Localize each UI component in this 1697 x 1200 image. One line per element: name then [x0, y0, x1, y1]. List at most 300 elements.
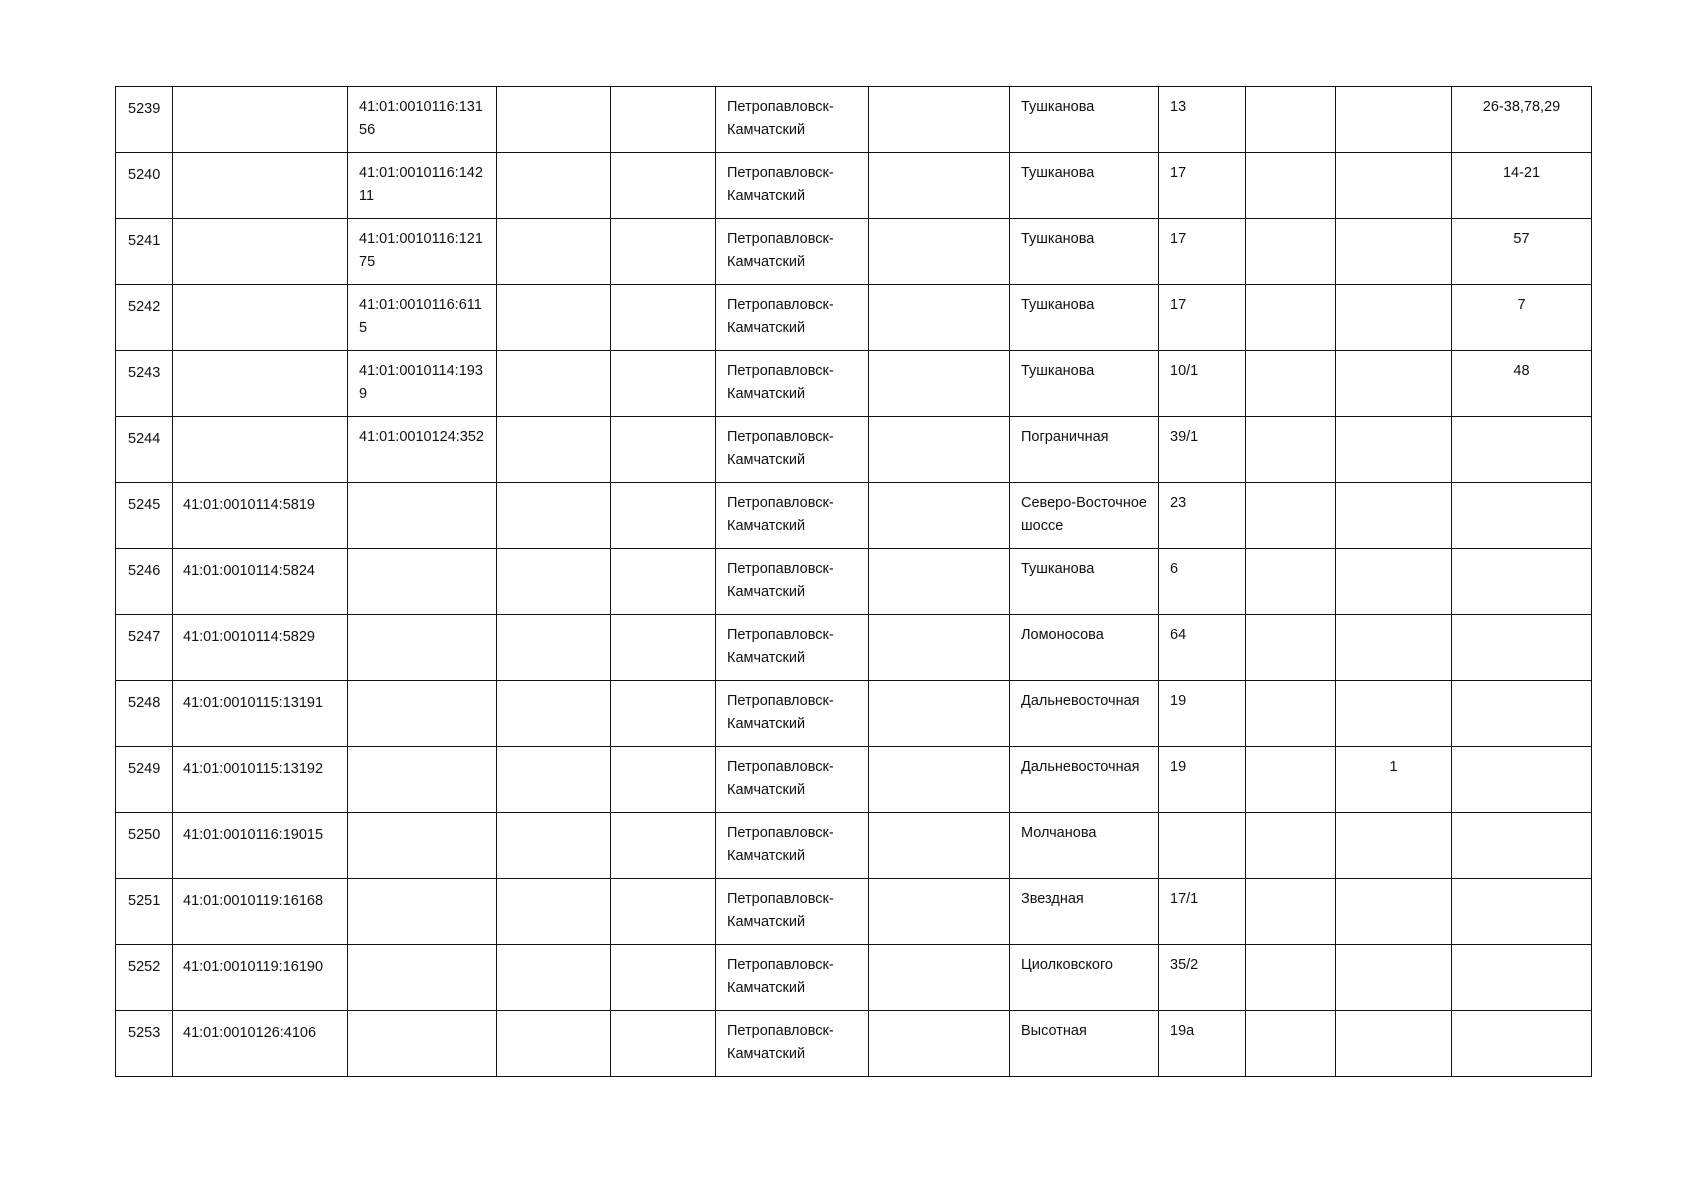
cadastral-number-cell-text: [173, 417, 347, 427]
row-number-cell: [116, 879, 173, 945]
building-cadastral-cell: [348, 879, 497, 945]
house-number-cell: [1159, 87, 1246, 153]
building-cell-text: [1336, 615, 1451, 624]
row-number-cell-text: 5244: [128, 431, 161, 447]
empty-cell-text: [869, 351, 1009, 360]
empty-cell-text: [497, 813, 610, 822]
apartment-cell-text: [1452, 681, 1591, 690]
house-number-cell-text: 17: [1170, 297, 1187, 313]
apartment-cell: [1452, 153, 1592, 219]
registry-table: [115, 86, 1592, 1077]
street-cell-text: Циолковского: [1021, 957, 1113, 973]
building-cadastral-cell-text: 41:01:0010116:12175: [359, 231, 483, 270]
building-cadastral-cell: [348, 483, 497, 549]
empty-cell: [497, 681, 611, 747]
empty-cell: [1246, 945, 1336, 1011]
empty-cell: [869, 483, 1010, 549]
cadastral-number-cell-text: 41:01:0010126:4106: [183, 1025, 317, 1041]
street-cell-text: Тушканова: [1021, 297, 1095, 313]
city-cell-text: Петропавловск-Камчатский: [727, 759, 834, 798]
city-cell: [716, 417, 869, 483]
empty-cell: [497, 219, 611, 285]
empty-cell-text: [611, 285, 715, 294]
empty-cell: [869, 549, 1010, 615]
empty-cell-text: [611, 945, 715, 954]
street-cell-text: Высотная: [1021, 1023, 1087, 1039]
empty-cell: [611, 417, 716, 483]
city-cell-text: Петропавловск-Камчатский: [727, 165, 834, 204]
empty-cell: [869, 615, 1010, 681]
cadastral-number-cell: [173, 351, 348, 417]
city-cell: [716, 351, 869, 417]
building-cell-text: [1336, 87, 1451, 96]
building-cadastral-cell: [348, 351, 497, 417]
street-cell-text: Тушканова: [1021, 165, 1095, 181]
building-cell: [1336, 945, 1452, 1011]
building-cadastral-cell: [348, 153, 497, 219]
empty-cell: [869, 945, 1010, 1011]
empty-cell: [611, 351, 716, 417]
building-cell: [1336, 219, 1452, 285]
house-number-cell-text: 13: [1170, 99, 1187, 115]
city-cell-text: Петропавловск-Камчатский: [727, 957, 834, 996]
empty-cell-text: [497, 153, 610, 162]
building-cadastral-cell-text: [348, 1011, 496, 1020]
empty-cell-text: [869, 879, 1009, 888]
building-cell-text: [1336, 945, 1451, 954]
row-number-cell-text: 5241: [128, 233, 161, 249]
empty-cell-text: [497, 483, 610, 492]
street-cell: [1010, 747, 1159, 813]
cadastral-number-cell: [173, 945, 348, 1011]
empty-cell: [1246, 813, 1336, 879]
apartment-cell: [1452, 417, 1592, 483]
empty-cell: [1246, 549, 1336, 615]
apartment-cell: [1452, 549, 1592, 615]
empty-cell-text: [869, 615, 1009, 624]
cadastral-number-cell: [173, 615, 348, 681]
empty-cell-text: [869, 87, 1009, 96]
empty-cell-text: [497, 1011, 610, 1020]
street-cell: [1010, 945, 1159, 1011]
apartment-cell: [1452, 681, 1592, 747]
building-cell-text: [1336, 549, 1451, 558]
building-cadastral-cell-text: 41:01:0010124:352: [359, 429, 484, 445]
empty-cell: [869, 219, 1010, 285]
building-cadastral-cell: [348, 681, 497, 747]
building-cadastral-cell: [348, 285, 497, 351]
cadastral-number-cell-text: 41:01:0010119:16168: [183, 893, 324, 909]
city-cell: [716, 813, 869, 879]
house-number-cell-text: 6: [1170, 561, 1179, 577]
empty-cell-text: [497, 945, 610, 954]
empty-cell: [1246, 615, 1336, 681]
row-number-cell: [116, 615, 173, 681]
building-cadastral-cell-text: [348, 945, 496, 954]
table-row: [116, 351, 1592, 417]
empty-cell-text: [1246, 351, 1335, 360]
building-cell: [1336, 747, 1452, 813]
building-cadastral-cell-text: [348, 483, 496, 492]
empty-cell: [497, 483, 611, 549]
empty-cell: [869, 153, 1010, 219]
building-cell-text: [1336, 417, 1451, 426]
row-number-cell: [116, 351, 173, 417]
building-cell: [1336, 681, 1452, 747]
building-cell-text: [1336, 681, 1451, 690]
apartment-cell-text: 48: [1513, 363, 1530, 379]
street-cell: [1010, 615, 1159, 681]
empty-cell: [497, 153, 611, 219]
apartment-cell: [1452, 219, 1592, 285]
house-number-cell-text: 17: [1170, 165, 1187, 181]
empty-cell-text: [611, 417, 715, 426]
table-row: [116, 813, 1592, 879]
house-number-cell: [1159, 549, 1246, 615]
empty-cell-text: [497, 681, 610, 690]
table-row: [116, 417, 1592, 483]
cadastral-number-cell-text: 41:01:0010116:19015: [183, 827, 324, 843]
empty-cell: [1246, 879, 1336, 945]
building-cell: [1336, 615, 1452, 681]
empty-cell-text: [611, 1011, 715, 1020]
house-number-cell-text: 19а: [1170, 1023, 1195, 1039]
house-number-cell-text: 19: [1170, 759, 1187, 775]
empty-cell: [497, 1011, 611, 1077]
city-cell-text: Петропавловск-Камчатский: [727, 627, 834, 666]
apartment-cell-text: [1452, 879, 1591, 888]
city-cell-text: Петропавловск-Камчатский: [727, 891, 834, 930]
street-cell-text: Звездная: [1021, 891, 1084, 907]
cadastral-number-cell-text: 41:01:0010115:13192: [183, 761, 324, 777]
building-cell: [1336, 417, 1452, 483]
empty-cell-text: [611, 747, 715, 756]
building-cadastral-cell-text: 41:01:0010116:13156: [359, 99, 483, 138]
apartment-cell: [1452, 87, 1592, 153]
apartment-cell: [1452, 351, 1592, 417]
apartment-cell: [1452, 483, 1592, 549]
row-number-cell-text: 5245: [128, 497, 161, 513]
house-number-cell: [1159, 681, 1246, 747]
cadastral-number-cell: [173, 747, 348, 813]
empty-cell-text: [869, 285, 1009, 294]
empty-cell-text: [869, 219, 1009, 228]
row-number-cell: [116, 153, 173, 219]
cadastral-number-cell-text: [173, 219, 347, 229]
building-cell: [1336, 879, 1452, 945]
building-cadastral-cell: [348, 945, 497, 1011]
apartment-cell-text: [1452, 813, 1591, 822]
city-cell-text: Петропавловск-Камчатский: [727, 693, 834, 732]
empty-cell-text: [497, 879, 610, 888]
empty-cell-text: [869, 813, 1009, 822]
city-cell: [716, 549, 869, 615]
city-cell-text: Петропавловск-Камчатский: [727, 99, 834, 138]
street-cell: [1010, 219, 1159, 285]
building-cadastral-cell: [348, 549, 497, 615]
apartment-cell: [1452, 1011, 1592, 1077]
street-cell: [1010, 87, 1159, 153]
cadastral-number-cell: [173, 483, 348, 549]
empty-cell: [1246, 285, 1336, 351]
table-row: [116, 681, 1592, 747]
empty-cell: [497, 351, 611, 417]
city-cell: [716, 219, 869, 285]
empty-cell: [611, 87, 716, 153]
house-number-cell-text: 39/1: [1170, 429, 1199, 445]
table-row: [116, 1011, 1592, 1077]
empty-cell-text: [1246, 483, 1335, 492]
table-row: [116, 219, 1592, 285]
building-cell-text: [1336, 219, 1451, 228]
empty-cell-text: [497, 219, 610, 228]
house-number-cell: [1159, 879, 1246, 945]
table-row: [116, 747, 1592, 813]
house-number-cell: [1159, 747, 1246, 813]
empty-cell: [1246, 153, 1336, 219]
street-cell: [1010, 681, 1159, 747]
table-row: [116, 549, 1592, 615]
empty-cell: [497, 813, 611, 879]
empty-cell: [611, 615, 716, 681]
table-row: [116, 879, 1592, 945]
row-number-cell-text: 5252: [128, 959, 161, 975]
building-cell-text: [1336, 483, 1451, 492]
empty-cell: [869, 417, 1010, 483]
city-cell: [716, 681, 869, 747]
row-number-cell: [116, 747, 173, 813]
empty-cell-text: [1246, 219, 1335, 228]
building-cell: [1336, 87, 1452, 153]
cadastral-number-cell-text: 41:01:0010119:16190: [183, 959, 324, 975]
empty-cell-text: [869, 417, 1009, 426]
table-row: [116, 87, 1592, 153]
row-number-cell-text: 5239: [128, 101, 161, 117]
city-cell: [716, 87, 869, 153]
building-cadastral-cell-text: [348, 549, 496, 558]
empty-cell-text: [497, 285, 610, 294]
street-cell-text: Дальневосточная: [1021, 693, 1140, 709]
empty-cell: [497, 285, 611, 351]
empty-cell-text: [611, 549, 715, 558]
row-number-cell: [116, 1011, 173, 1077]
row-number-cell: [116, 681, 173, 747]
row-number-cell: [116, 945, 173, 1011]
building-cadastral-cell: [348, 747, 497, 813]
apartment-cell: [1452, 285, 1592, 351]
street-cell: [1010, 483, 1159, 549]
building-cell-text: 1: [1389, 759, 1398, 775]
empty-cell-text: [611, 879, 715, 888]
apartment-cell-text: [1452, 549, 1591, 558]
city-cell-text: Петропавловск-Камчатский: [727, 561, 834, 600]
street-cell-text: Ломоносова: [1021, 627, 1104, 643]
apartment-cell-text: 14-21: [1502, 165, 1541, 181]
row-number-cell-text: 5242: [128, 299, 161, 315]
house-number-cell-text: 23: [1170, 495, 1187, 511]
table-row: [116, 945, 1592, 1011]
street-cell: [1010, 351, 1159, 417]
house-number-cell-text: 17/1: [1170, 891, 1199, 907]
empty-cell: [611, 219, 716, 285]
cadastral-number-cell: [173, 285, 348, 351]
apartment-cell: [1452, 615, 1592, 681]
row-number-cell-text: 5251: [128, 893, 161, 909]
empty-cell: [869, 285, 1010, 351]
building-cell: [1336, 549, 1452, 615]
building-cell: [1336, 813, 1452, 879]
empty-cell-text: [497, 417, 610, 426]
city-cell: [716, 1011, 869, 1077]
empty-cell-text: [1246, 285, 1335, 294]
empty-cell-text: [1246, 747, 1335, 756]
street-cell-text: Дальневосточная: [1021, 759, 1140, 775]
building-cadastral-cell: [348, 417, 497, 483]
street-cell: [1010, 549, 1159, 615]
street-cell: [1010, 813, 1159, 879]
empty-cell: [869, 351, 1010, 417]
empty-cell: [1246, 483, 1336, 549]
apartment-cell-text: 7: [1517, 297, 1526, 313]
cadastral-number-cell: [173, 1011, 348, 1077]
cadastral-number-cell-text: 41:01:0010114:5829: [183, 629, 315, 645]
building-cadastral-cell-text: [348, 747, 496, 756]
empty-cell: [611, 681, 716, 747]
building-cadastral-cell-text: [348, 813, 496, 822]
empty-cell-text: [1246, 681, 1335, 690]
empty-cell-text: [1246, 87, 1335, 96]
row-number-cell-text: 5249: [128, 761, 161, 777]
empty-cell: [1246, 351, 1336, 417]
empty-cell-text: [1246, 417, 1335, 426]
empty-cell-text: [611, 219, 715, 228]
empty-cell: [497, 945, 611, 1011]
empty-cell: [869, 879, 1010, 945]
building-cell-text: [1336, 351, 1451, 360]
apartment-cell-text: [1452, 1011, 1591, 1020]
cadastral-number-cell: [173, 219, 348, 285]
empty-cell: [1246, 1011, 1336, 1077]
city-cell: [716, 153, 869, 219]
street-cell-text: Тушканова: [1021, 363, 1095, 379]
cadastral-number-cell: [173, 153, 348, 219]
building-cadastral-cell: [348, 813, 497, 879]
empty-cell: [869, 1011, 1010, 1077]
building-cell-text: [1336, 153, 1451, 162]
empty-cell-text: [869, 747, 1009, 756]
apartment-cell-text: 57: [1513, 231, 1530, 247]
row-number-cell: [116, 219, 173, 285]
empty-cell: [611, 813, 716, 879]
empty-cell-text: [611, 87, 715, 96]
empty-cell: [611, 879, 716, 945]
empty-cell-text: [869, 483, 1009, 492]
cadastral-number-cell: [173, 813, 348, 879]
empty-cell-text: [611, 813, 715, 822]
row-number-cell: [116, 285, 173, 351]
city-cell: [716, 285, 869, 351]
table-row: [116, 615, 1592, 681]
street-cell-text: Тушканова: [1021, 99, 1095, 115]
empty-cell: [497, 615, 611, 681]
city-cell: [716, 747, 869, 813]
cadastral-number-cell-text: [173, 285, 347, 295]
table-row: [116, 483, 1592, 549]
empty-cell-text: [1246, 153, 1335, 162]
cadastral-number-cell-text: 41:01:0010114:5819: [183, 497, 315, 513]
building-cadastral-cell: [348, 219, 497, 285]
building-cell-text: [1336, 285, 1451, 294]
street-cell-text: Северо-Восточное шоссе: [1021, 495, 1147, 534]
empty-cell: [869, 813, 1010, 879]
empty-cell-text: [869, 549, 1009, 558]
row-number-cell: [116, 87, 173, 153]
cadastral-number-cell: [173, 681, 348, 747]
building-cadastral-cell-text: [348, 879, 496, 888]
city-cell-text: Петропавловск-Камчатский: [727, 297, 834, 336]
city-cell: [716, 879, 869, 945]
apartment-cell-text: [1452, 483, 1591, 492]
empty-cell-text: [1246, 879, 1335, 888]
row-number-cell-text: 5246: [128, 563, 161, 579]
row-number-cell: [116, 549, 173, 615]
building-cadastral-cell: [348, 87, 497, 153]
empty-cell: [611, 1011, 716, 1077]
empty-cell: [1246, 219, 1336, 285]
empty-cell-text: [1246, 615, 1335, 624]
row-number-cell: [116, 813, 173, 879]
empty-cell-text: [869, 1011, 1009, 1020]
apartment-cell-text: [1452, 417, 1591, 426]
house-number-cell: [1159, 417, 1246, 483]
cadastral-number-cell-text: 41:01:0010114:5824: [183, 563, 315, 579]
registry-table-body: [116, 87, 1592, 1077]
apartment-cell: [1452, 747, 1592, 813]
building-cadastral-cell-text: [348, 681, 496, 690]
empty-cell: [869, 681, 1010, 747]
empty-cell: [1246, 417, 1336, 483]
empty-cell: [497, 87, 611, 153]
empty-cell: [611, 483, 716, 549]
empty-cell: [611, 945, 716, 1011]
row-number-cell-text: 5247: [128, 629, 161, 645]
empty-cell: [611, 549, 716, 615]
building-cell: [1336, 1011, 1452, 1077]
house-number-cell: [1159, 351, 1246, 417]
building-cadastral-cell-text: [348, 615, 496, 624]
house-number-cell: [1159, 285, 1246, 351]
table-row: [116, 153, 1592, 219]
empty-cell-text: [869, 681, 1009, 690]
street-cell: [1010, 879, 1159, 945]
building-cell-text: [1336, 813, 1451, 822]
house-number-cell: [1159, 483, 1246, 549]
building-cell-text: [1336, 879, 1451, 888]
empty-cell-text: [497, 615, 610, 624]
empty-cell-text: [869, 153, 1009, 162]
apartment-cell-text: [1452, 747, 1591, 756]
house-number-cell: [1159, 615, 1246, 681]
street-cell: [1010, 417, 1159, 483]
empty-cell-text: [497, 549, 610, 558]
row-number-cell-text: 5250: [128, 827, 161, 843]
empty-cell-text: [1246, 1011, 1335, 1020]
row-number-cell: [116, 417, 173, 483]
building-cadastral-cell: [348, 615, 497, 681]
apartment-cell-text: [1452, 945, 1591, 954]
row-number-cell-text: 5243: [128, 365, 161, 381]
empty-cell: [497, 549, 611, 615]
